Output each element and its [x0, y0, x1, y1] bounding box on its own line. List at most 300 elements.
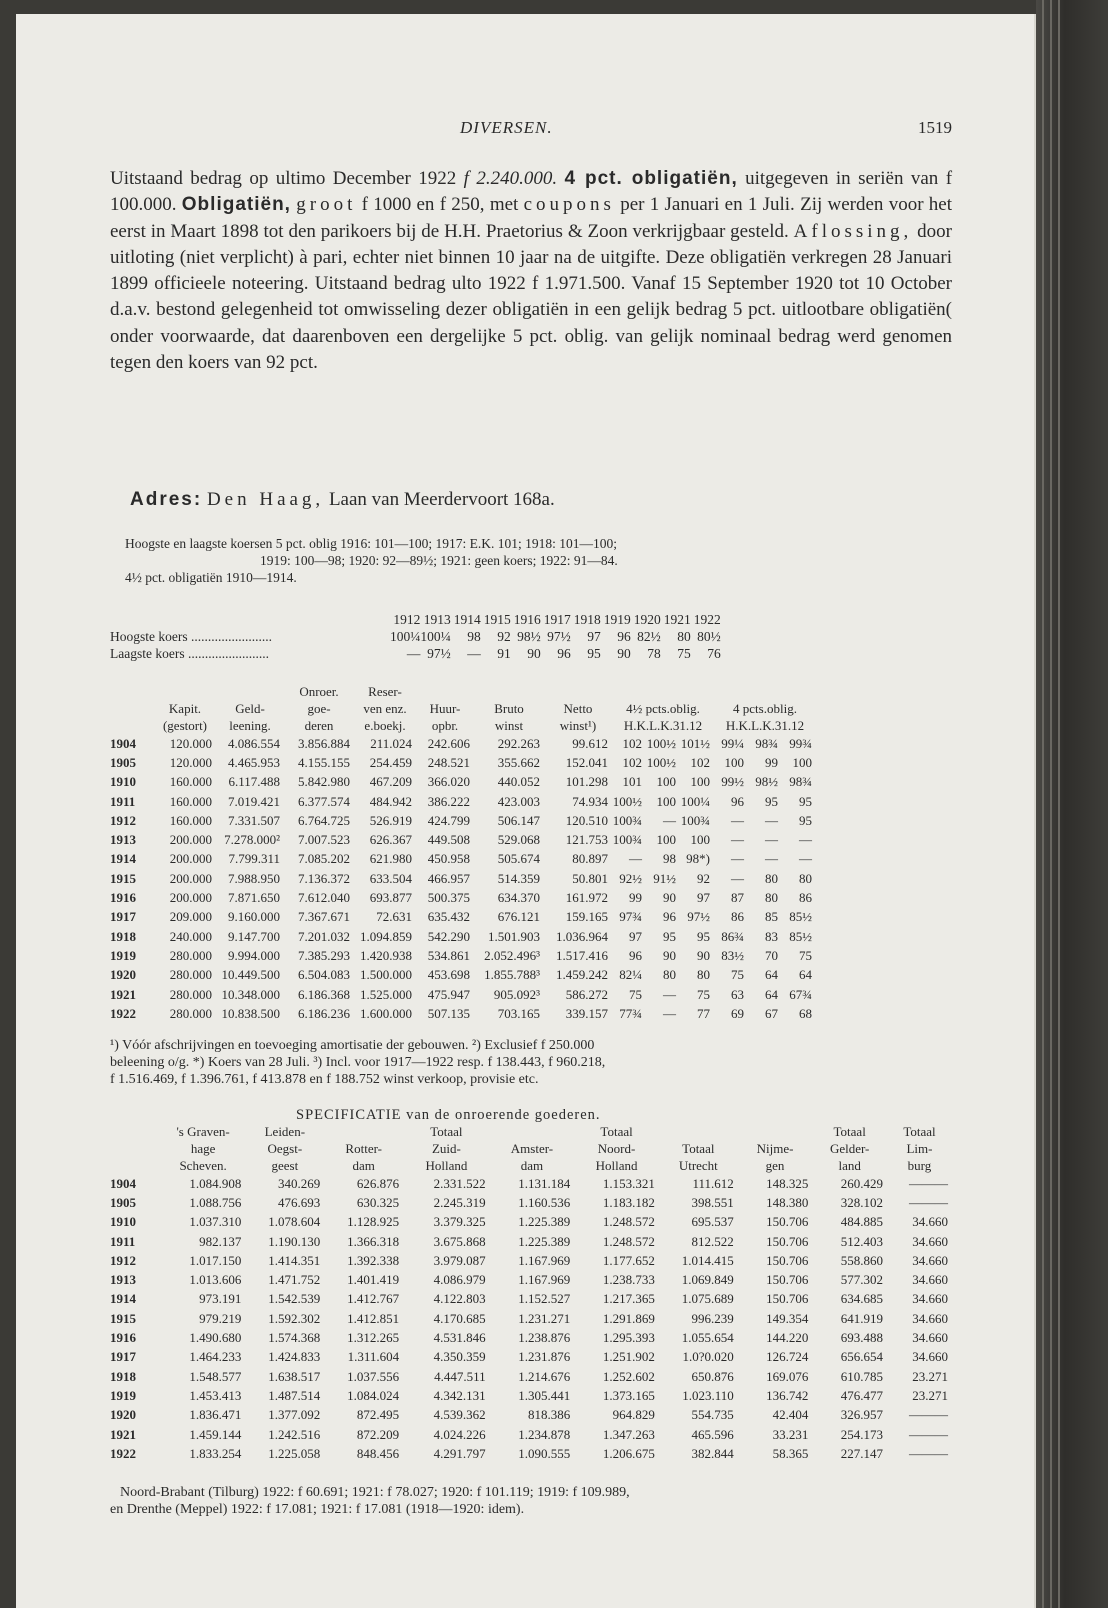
spec-header-cell: Holland [425, 1158, 468, 1173]
spec-cell: 1.090.555 [518, 1445, 571, 1461]
koers-cell: 80 [677, 628, 691, 644]
spec-header-cell: Rotter- [345, 1141, 382, 1156]
spec-cell: 812.522 [691, 1233, 734, 1249]
finance-cell: 280.000 [169, 947, 212, 963]
spec-cell: ——— [909, 1175, 948, 1191]
footnotes [110, 1037, 952, 1088]
finance-cell: 1.501.903 [488, 928, 540, 944]
spec-row [110, 1213, 952, 1232]
finance-cell: 1.517.416 [556, 947, 608, 963]
spec-header-cell: Zuid- [431, 1141, 461, 1156]
finance-cell: 1.525.000 [360, 986, 412, 1002]
spec-year: 1913 [110, 1272, 136, 1288]
koers-row [110, 628, 721, 645]
finance-cell: 676.121 [497, 909, 540, 925]
spec-cell: 1.128.925 [347, 1214, 400, 1230]
spec-cell: 1.366.318 [347, 1233, 400, 1249]
spec-cell: 150.706 [766, 1272, 809, 1288]
finance-row [110, 869, 816, 888]
spec-year: 1918 [110, 1368, 136, 1384]
finance-cell: 467.209 [369, 774, 412, 790]
finance-year: 1910 [110, 774, 136, 790]
intro-groot: groot [296, 194, 357, 216]
finance-cell: 96 [731, 793, 744, 809]
koers-cell: — [467, 645, 481, 661]
finance-cell: 90 [697, 947, 710, 963]
spec-cell: 1.574.368 [268, 1330, 321, 1346]
finance-cell: 1.420.938 [360, 947, 412, 963]
finance-cell: 99.612 [572, 735, 608, 751]
finance-cell: 449.508 [427, 832, 470, 848]
finance-cell: 120.000 [169, 754, 212, 770]
spec-cell: 1.206.675 [602, 1445, 655, 1461]
finance-cell: 586.272 [565, 986, 608, 1002]
spec-cell: 973.191 [199, 1291, 242, 1307]
spec-row [110, 1290, 952, 1309]
intro-coupons: coupons [523, 194, 615, 216]
spec-cell: 1.153.321 [602, 1175, 655, 1191]
finance-row [110, 811, 816, 830]
finance-header-cell: 4 pcts.oblig. [733, 701, 797, 716]
spec-header-row [110, 1123, 952, 1140]
spec-cell: 4.170.685 [433, 1310, 486, 1326]
spec-cell: 4.447.511 [434, 1368, 486, 1384]
footnote-3: f 1.516.469, f 1.396.761, f 413.878 en f 188.752 winst verkoop, provisie etc. [110, 1072, 539, 1087]
koers-cell: 100¼ [390, 628, 421, 644]
intro-bold-obligaties: 4 pct. obligatiën, [564, 168, 738, 189]
finance-cell: 99 [629, 890, 642, 906]
spec-cell: 630.325 [356, 1194, 400, 1210]
spec-cell: 1.231.271 [518, 1310, 571, 1326]
finance-cell: 102 [690, 754, 710, 770]
spec-row [110, 1270, 952, 1289]
finance-cell: 80 [663, 967, 676, 983]
finance-row [110, 830, 816, 849]
finance-cell: 453.698 [427, 967, 470, 983]
finance-cell: 82¼ [619, 967, 642, 983]
finance-cell: 6.377.574 [298, 793, 350, 809]
spec-cell: 169.076 [766, 1368, 809, 1384]
finance-cell: 484.942 [369, 793, 412, 809]
spec-cell: 1.542.539 [268, 1291, 321, 1307]
spec-cell: 33.231 [772, 1426, 809, 1442]
address-line [130, 489, 555, 511]
finance-cell: 99½ [721, 774, 744, 790]
intro-text-7: door uitloting (niet verplicht) à pari, echter niet binnen 10 jaar na de uitgifte. Deze obligatiën verkregen 28 Januari 1899 officieele noteering. Uitstaand bedrag ulto 1922 f 1.971.500. Vanaf 15 September 1920 tot 10 October d.a.v. bestond gelegenheid tot omwisseling dezer obligatiën in een gelijk bedrag 5 pct. uitlootbare obligatiën( onder voorwaarde, dat daarenboven een dergelijke 5 pct. oblig. van gelijk nominaal bedrag werd genomen tegen den koers van 92 pct. [110, 220, 953, 374]
spec-cell: 693.488 [840, 1330, 883, 1346]
finance-header-cell [110, 683, 154, 700]
finance-cell: 542.290 [427, 928, 470, 944]
spec-table [110, 1123, 952, 1463]
spec-cell: 1.242.516 [268, 1426, 321, 1442]
finance-year: 1919 [110, 947, 136, 963]
finance-cell: 211.024 [370, 735, 412, 751]
spec-header-row [110, 1157, 952, 1174]
spec-header-row [110, 1140, 952, 1157]
spec-cell: 634.685 [840, 1291, 883, 1307]
spec-cell: 695.537 [691, 1214, 734, 1230]
finance-cell: 10.838.500 [221, 1005, 280, 1021]
spec-cell: 1.183.182 [602, 1194, 655, 1210]
spec-cell: 382.844 [691, 1445, 734, 1461]
spec-year: 1916 [110, 1330, 136, 1346]
spec-header-cell [110, 1140, 161, 1157]
koers-year-cell: 1917 [543, 611, 571, 627]
spec-header-cell: Noord- [597, 1141, 636, 1156]
spec-cell: 1.453.413 [189, 1387, 242, 1403]
finance-cell: 86 [731, 909, 744, 925]
intro-text-1: Uitstaand bedrag op ultimo December 1922 [110, 168, 464, 189]
finance-cell: 70 [765, 947, 778, 963]
finance-cell: 87 [731, 890, 744, 906]
finance-cell: 75 [731, 967, 744, 983]
finance-cell: 1.036.964 [556, 928, 608, 944]
spec-row [110, 1444, 952, 1463]
finance-cell: 100 [656, 774, 676, 790]
finance-cell: 7.331.507 [228, 812, 280, 828]
finance-cell: 505.674 [497, 851, 540, 867]
koers-row-label: Laagste koers ........................ [110, 645, 269, 661]
spec-cell: 4.086.979 [433, 1272, 486, 1288]
finance-year: 1918 [110, 928, 136, 944]
spec-cell: 4.531.846 [433, 1330, 486, 1346]
finance-header-cell: deren [304, 718, 334, 733]
finance-cell: 7.136.372 [298, 870, 350, 886]
spec-cell: 476.477 [840, 1387, 883, 1403]
finance-cell: 95 [697, 928, 710, 944]
high-low-line-1: Hoogste en laagste koersen 5 pct. oblig 1916: 101—100; 1917: E.K. 101; 1918: 101—100; [125, 536, 617, 551]
spec-cell: 982.137 [199, 1233, 242, 1249]
finance-header-cell: 4½ pcts.oblig. [626, 701, 700, 716]
finance-cell: 92½ [619, 870, 642, 886]
koers-cell: 76 [707, 645, 721, 661]
spec-cell: 4.291.797 [433, 1445, 486, 1461]
finance-cell: 280.000 [169, 967, 212, 983]
finance-cell: — [663, 986, 676, 1002]
spec-cell: 150.706 [766, 1214, 809, 1230]
address-street: Laan van Meerdervoort 168a. [324, 489, 555, 510]
finance-cell: — [629, 851, 642, 867]
finance-header-cell [714, 683, 816, 700]
spec-header-cell [324, 1123, 403, 1140]
finance-year: 1905 [110, 754, 136, 770]
finance-cell: 200.000 [169, 851, 212, 867]
finance-cell: 7.799.311 [228, 851, 280, 867]
finance-header-cell [110, 700, 154, 717]
spec-header-cell: Lim- [906, 1141, 933, 1156]
spec-cell: 1.037.556 [347, 1368, 400, 1384]
finance-header-cell [216, 683, 284, 700]
finance-cell: 77¾ [619, 1005, 642, 1021]
spec-cell: 1.248.572 [602, 1233, 655, 1249]
finance-cell: 6.186.236 [298, 1005, 350, 1021]
spec-cell: ——— [909, 1426, 948, 1442]
spec-cell: 656.654 [840, 1349, 883, 1365]
spec-year: 1912 [110, 1252, 136, 1268]
finance-cell: 120.510 [565, 812, 608, 828]
spec-cell: 1.225.389 [518, 1233, 571, 1249]
finance-row [110, 773, 816, 792]
finance-cell: 7.019.421 [228, 793, 280, 809]
spec-cell: 34.660 [912, 1310, 948, 1326]
finance-cell: 424.799 [427, 812, 470, 828]
spec-cell: 641.919 [840, 1310, 883, 1326]
spec-header-cell: Totaal [682, 1141, 715, 1156]
finance-cell: 1.855.788³ [484, 967, 540, 983]
spec-cell: 1.190.130 [268, 1233, 321, 1249]
spec-cell: 1.075.689 [681, 1291, 734, 1307]
finance-cell: 74.934 [572, 793, 608, 809]
koers-cell: 95 [587, 645, 601, 661]
spec-cell: 1.0?0.020 [682, 1349, 734, 1365]
spec-cell: 23.271 [912, 1387, 948, 1403]
finance-cell: 101 [622, 774, 642, 790]
spec-cell: 1.231.876 [518, 1349, 571, 1365]
spec-cell: 34.660 [912, 1272, 948, 1288]
spec-cell: 1.459.144 [189, 1426, 242, 1442]
finance-cell: 526.919 [369, 812, 412, 828]
finance-cell: 7.988.950 [228, 870, 280, 886]
finance-cell: 101½ [680, 735, 710, 751]
finance-cell: 83½ [721, 947, 744, 963]
finance-cell: 64 [799, 967, 812, 983]
koers-cell: 98½ [517, 628, 541, 644]
finance-cell: 85½ [789, 909, 812, 925]
finance-year: 1914 [110, 851, 136, 867]
finance-cell: 626.367 [369, 832, 412, 848]
finance-header-cell: Netto [563, 701, 593, 716]
finance-header-cell [154, 683, 216, 700]
spec-year: 1919 [110, 1387, 136, 1403]
finance-cell: 159.165 [565, 909, 608, 925]
finance-cell: 152.041 [565, 754, 608, 770]
finance-cell: 242.606 [427, 735, 470, 751]
koers-cell: 100¼ [420, 628, 451, 644]
spec-cell: 554.735 [691, 1407, 734, 1423]
finance-header-cell [474, 683, 544, 700]
finance-cell: 97½ [687, 909, 710, 925]
finance-cell: 95 [663, 928, 676, 944]
koers-cell: 97½ [427, 645, 451, 661]
finance-cell: 100½ [612, 793, 642, 809]
footnote-2: beleening o/g. *) Koers van 28 Juli. ³) Incl. voor 1917—1922 resp. f 138.443, f 960.218, [110, 1055, 606, 1070]
finance-cell: 102 [622, 754, 642, 770]
finance-cell: 633.504 [369, 870, 412, 886]
spec-row [110, 1386, 952, 1405]
finance-row [110, 792, 816, 811]
finance-header-cell: H.K.L.K.31.12 [725, 718, 805, 733]
spec-header-cell [738, 1123, 813, 1140]
finance-cell: 5.842.980 [298, 774, 350, 790]
spec-cell: 148.325 [766, 1175, 809, 1191]
finance-header-cell: Huur- [429, 701, 461, 716]
finance-header-cell: Geld- [235, 701, 265, 716]
finance-cell: 4.465.953 [228, 754, 280, 770]
finance-cell: 120.000 [169, 735, 212, 751]
spec-cell: 650.876 [691, 1368, 734, 1384]
finance-cell: 67 [765, 1005, 778, 1021]
finance-cell: 97 [629, 928, 642, 944]
spec-cell: 3.979.087 [433, 1252, 486, 1268]
spec-cell: 1.088.756 [189, 1194, 242, 1210]
finance-cell: 100 [656, 832, 676, 848]
spec-cell: 1.084.908 [189, 1175, 242, 1191]
spec-cell: 1.167.969 [518, 1252, 571, 1268]
finance-year: 1913 [110, 832, 136, 848]
finance-cell: 703.165 [497, 1005, 540, 1021]
finance-cell: 95 [799, 793, 812, 809]
koers-corner [110, 611, 390, 628]
spec-header-cell: geest [271, 1158, 299, 1173]
spec-cell: 3.675.868 [433, 1233, 486, 1249]
spec-cell: 872.495 [356, 1407, 400, 1423]
spec-cell: 1.295.393 [602, 1330, 655, 1346]
spec-cell: 1.377.092 [268, 1407, 321, 1423]
finance-cell: 95 [765, 793, 778, 809]
spec-cell: 4.024.226 [433, 1426, 486, 1442]
spec-header-cell [110, 1123, 161, 1140]
finance-year: 1904 [110, 735, 136, 751]
header-title: DIVERSEN. [460, 118, 553, 137]
spec-year: 1910 [110, 1214, 136, 1230]
intro-bold-obligatien: Obligatiën, [181, 194, 291, 216]
finance-cell: 102 [622, 735, 642, 751]
footnote-1: ¹) Vóór afschrijvingen en toevoeging amortisatie der gebouwen. ²) Exclusief f 250.000 [110, 1038, 595, 1053]
finance-cell: 280.000 [169, 986, 212, 1002]
finance-cell: 80 [765, 890, 778, 906]
spec-cell: 1.084.024 [347, 1387, 400, 1403]
finance-cell: 6.186.368 [298, 986, 350, 1002]
spec-cell: 476.693 [278, 1194, 321, 1210]
spec-cell: 1.177.652 [602, 1252, 655, 1268]
finance-cell: 72.631 [376, 909, 412, 925]
spec-cell: 1.638.517 [268, 1368, 321, 1384]
running-header [110, 118, 952, 142]
page-number: 1519 [918, 118, 952, 137]
spec-cell: 979.219 [199, 1310, 242, 1326]
spec-title: SPECIFICATIE van de onroerende goederen. [296, 1107, 601, 1123]
spec-row [110, 1367, 952, 1386]
spec-cell: 1.412.851 [347, 1310, 400, 1326]
spec-cell: 3.379.325 [433, 1214, 486, 1230]
finance-header-cell [544, 683, 612, 700]
koers-year-cell: 1915 [483, 611, 511, 627]
spec-cell: 1.548.577 [189, 1368, 242, 1384]
finance-cell: 507.135 [427, 1005, 470, 1021]
finance-cell: 6.764.725 [298, 812, 350, 828]
high-low-line-2: 1919: 100—98; 1920: 92—89½; 1921: geen koers; 1922: 91—84. [260, 553, 618, 568]
spec-row [110, 1425, 952, 1444]
finance-header-row [110, 717, 816, 734]
finance-cell: 200.000 [169, 870, 212, 886]
spec-cell: 558.860 [840, 1252, 883, 1268]
finance-cell: 209.000 [169, 909, 212, 925]
finance-cell: 100 [690, 774, 710, 790]
finance-cell: 1.600.000 [360, 1005, 412, 1021]
finance-cell: 83 [765, 928, 778, 944]
finance-cell: 200.000 [169, 890, 212, 906]
spec-cell: 1.225.058 [268, 1445, 321, 1461]
finance-cell: 100½ [646, 735, 676, 751]
finance-row [110, 908, 816, 927]
finance-cell: 366.020 [427, 774, 470, 790]
spec-cell: 150.706 [766, 1233, 809, 1249]
spec-cell: 1.836.471 [189, 1407, 242, 1423]
finance-year: 1920 [110, 967, 136, 983]
spec-cell: 1.464.233 [189, 1349, 242, 1365]
finance-header-row [110, 683, 816, 700]
finance-year: 1916 [110, 890, 136, 906]
finance-cell: 121.753 [565, 832, 608, 848]
spec-year: 1915 [110, 1310, 136, 1326]
finance-cell: 1.094.859 [360, 928, 412, 944]
finance-cell: — [765, 832, 778, 848]
finance-header-cell [110, 717, 154, 734]
spec-row [110, 1251, 952, 1270]
finance-cell: 75 [799, 947, 812, 963]
finance-cell: 621.980 [369, 851, 412, 867]
koers-year-cell: 1919 [603, 611, 631, 627]
spec-cell: 1.069.849 [681, 1272, 734, 1288]
finance-cell: 100 [690, 832, 710, 848]
koers-row [110, 645, 721, 662]
finance-cell: 6.117.488 [228, 774, 280, 790]
spec-cell: 42.404 [772, 1407, 809, 1423]
intro-paragraph [110, 166, 952, 376]
spec-cell: ——— [909, 1194, 948, 1210]
spec-cell: 1.234.878 [518, 1426, 571, 1442]
finance-cell: 693.877 [369, 890, 412, 906]
finance-row [110, 946, 816, 965]
koers-year-cell: 1921 [663, 611, 691, 627]
finance-cell: 240.000 [169, 928, 212, 944]
finance-header-cell: Bruto [494, 701, 524, 716]
spec-cell: 1.471.752 [268, 1272, 321, 1288]
spec-cell: 1.424.833 [268, 1349, 321, 1365]
spec-header-cell: burg [907, 1158, 932, 1173]
koers-cell: 98 [467, 628, 481, 644]
finance-cell: 905.092³ [493, 986, 540, 1002]
finance-cell: 635.432 [427, 909, 470, 925]
spec-cell: 1.017.150 [189, 1252, 242, 1268]
spec-cell: 1.023.110 [682, 1387, 734, 1403]
intro-text-3: uitgegeven in seriën van [737, 168, 946, 189]
koers-cell: 78 [647, 645, 661, 661]
spec-cell: 126.724 [766, 1349, 809, 1365]
finance-row [110, 966, 816, 985]
spec-cell: 34.660 [912, 1291, 948, 1307]
finance-cell: 101.298 [565, 774, 608, 790]
finance-cell: — [799, 851, 812, 867]
spec-cell: ——— [909, 1445, 948, 1461]
finance-cell: 200.000 [169, 832, 212, 848]
finance-cell: 77 [697, 1005, 710, 1021]
spec-row [110, 1193, 952, 1212]
spec-cell: 484.885 [840, 1214, 883, 1230]
finance-cell: 7.278.000² [224, 832, 280, 848]
spec-cell: 577.302 [840, 1272, 883, 1288]
finance-cell: 86¾ [721, 928, 744, 944]
spec-year: 1904 [110, 1175, 136, 1191]
spec-cell: 2.331.522 [433, 1175, 486, 1191]
spec-cell: 1.414.351 [268, 1252, 321, 1268]
intro-text-4: f 100.000. [110, 168, 953, 216]
spec-cell: 1.401.419 [347, 1272, 400, 1288]
bottom-notes [110, 1484, 952, 1518]
spec-cell: 111.612 [692, 1175, 734, 1191]
spec-cell: 340.269 [278, 1175, 321, 1191]
koers-cell: 97½ [547, 628, 571, 644]
